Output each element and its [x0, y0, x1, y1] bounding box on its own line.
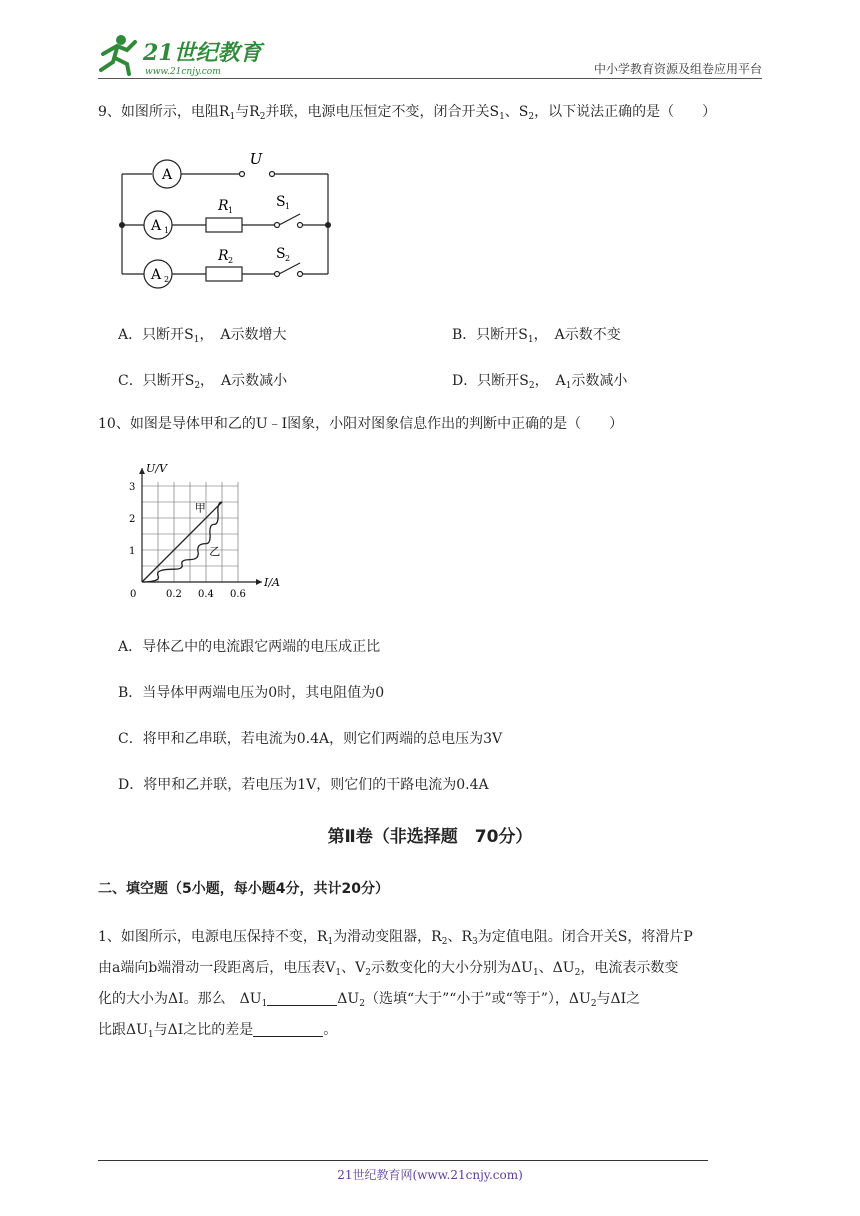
junction-dot-right	[325, 222, 331, 228]
header-platform-text: 中小学教育资源及组卷应用平台	[593, 62, 762, 76]
chart-labels	[129, 462, 280, 600]
section-title: 第Ⅱ卷（非选择题 70分）	[327, 827, 533, 847]
q10-ui-chart	[120, 458, 300, 606]
switch-s2-label: S	[276, 246, 286, 262]
y-axis-arrow	[139, 468, 145, 474]
part-title: 二、填空题（5小题，每小题4分，共计20分）	[98, 881, 389, 897]
ammeter-2-label: A	[150, 267, 162, 283]
x-axis-label: I/A	[264, 576, 280, 589]
ammeter-main-label: A	[161, 167, 173, 183]
logo-text: 21世纪教育	[143, 40, 262, 66]
x-tick-label: 0.4	[198, 589, 214, 600]
source-label-u: U	[249, 150, 263, 168]
q10-option-b[interactable]: B．当导体甲两端电压为0时，其电阻值为0	[118, 685, 385, 701]
footer-divider	[98, 1160, 708, 1161]
q9-circuit-diagram	[110, 140, 350, 300]
resistor-r2-label: R	[218, 248, 229, 264]
y-tick-label: 3	[129, 482, 136, 493]
svg-text:2: 2	[285, 254, 291, 263]
answer-blank-1[interactable]	[267, 989, 337, 1006]
y-tick-label: 2	[129, 514, 136, 525]
header-divider	[98, 78, 762, 79]
answer-blank-2[interactable]	[253, 1020, 323, 1037]
q10-stem: 10、如图是导体甲和乙的U﹣I图象，小阳对图象信息作出的判断中正确的是（ ）	[98, 416, 624, 432]
series-label-jia: 甲	[194, 501, 206, 515]
series-line-jia	[142, 502, 222, 582]
q9-option-a[interactable]: A．只断开$S_1$， A示数增大	[118, 327, 287, 345]
series-label-yi: 乙	[209, 544, 221, 558]
svg-text:1: 1	[228, 206, 234, 215]
site-logo	[95, 32, 265, 80]
logo-url: www.21cnjy.com	[145, 67, 221, 77]
q9-option-c[interactable]: C．只断开$S_2$， A示数减小	[118, 373, 288, 391]
svg-text:1: 1	[285, 202, 291, 211]
svg-text:1: 1	[164, 226, 170, 235]
switch-s1-label: S	[276, 194, 286, 210]
q10-option-d[interactable]: D．将甲和乙并联，若电压为1V，则它们的干路电流为0.4A	[118, 777, 489, 793]
q10-option-a[interactable]: A．导体乙中的电流跟它两端的电压成正比	[118, 639, 381, 655]
x-axis-arrow	[256, 579, 262, 585]
q10-option-c[interactable]: C．将甲和乙串联，若电流为0.4A，则它们两端的总电压为3V	[118, 731, 503, 747]
x-tick-label: 0.2	[166, 589, 182, 600]
origin-label: 0	[130, 589, 137, 600]
q9-option-d[interactable]: D．只断开$S_2$， $A_1$示数减小	[452, 373, 628, 391]
y-axis-label: U/V	[146, 462, 167, 475]
chart-series	[142, 502, 222, 582]
footer-text: 21世纪教育网(www.21cnjy.com)	[337, 1168, 523, 1182]
junction-dot-left	[119, 222, 125, 228]
ammeter-1-label: A	[150, 218, 162, 234]
x-tick-label: 0.6	[230, 589, 246, 600]
q9-stem: 9、如图所示，电阻$R_1$与$R_2$并联，电源电压恒定不变，闭合开关$S_1$、$S_2$，以下说法正确的是（ ）	[98, 104, 717, 122]
y-tick-label: 1	[129, 546, 136, 557]
q9-option-b[interactable]: B．只断开$S_1$， A示数不变	[452, 327, 621, 345]
svg-text:2: 2	[164, 275, 170, 284]
fill-question-1: 1、如图所示，电源电压保持不变，$R_1$为滑动变阻器，$R_2$、$R_3$为定值电阻。闭合开关S，将滑片P 由a端向b端滑动一段距离后，电压表$V_1$、$V_2$示数变化的大小分别为$\Delta U_1$、$\Delta U_2$，电流表示数变 化的大小为ΔI。那么 $\Delta U_1$ $\Delta U_2$（选填“大于”“小于”或“等于”），$\Delta U_2$与ΔI之 比跟$\Delta U_1$与ΔI之比的差是 。	[98, 929, 693, 1040]
runner-icon	[101, 35, 135, 74]
resistor-r1-label: R	[218, 198, 229, 214]
svg-text:2: 2	[228, 256, 234, 265]
